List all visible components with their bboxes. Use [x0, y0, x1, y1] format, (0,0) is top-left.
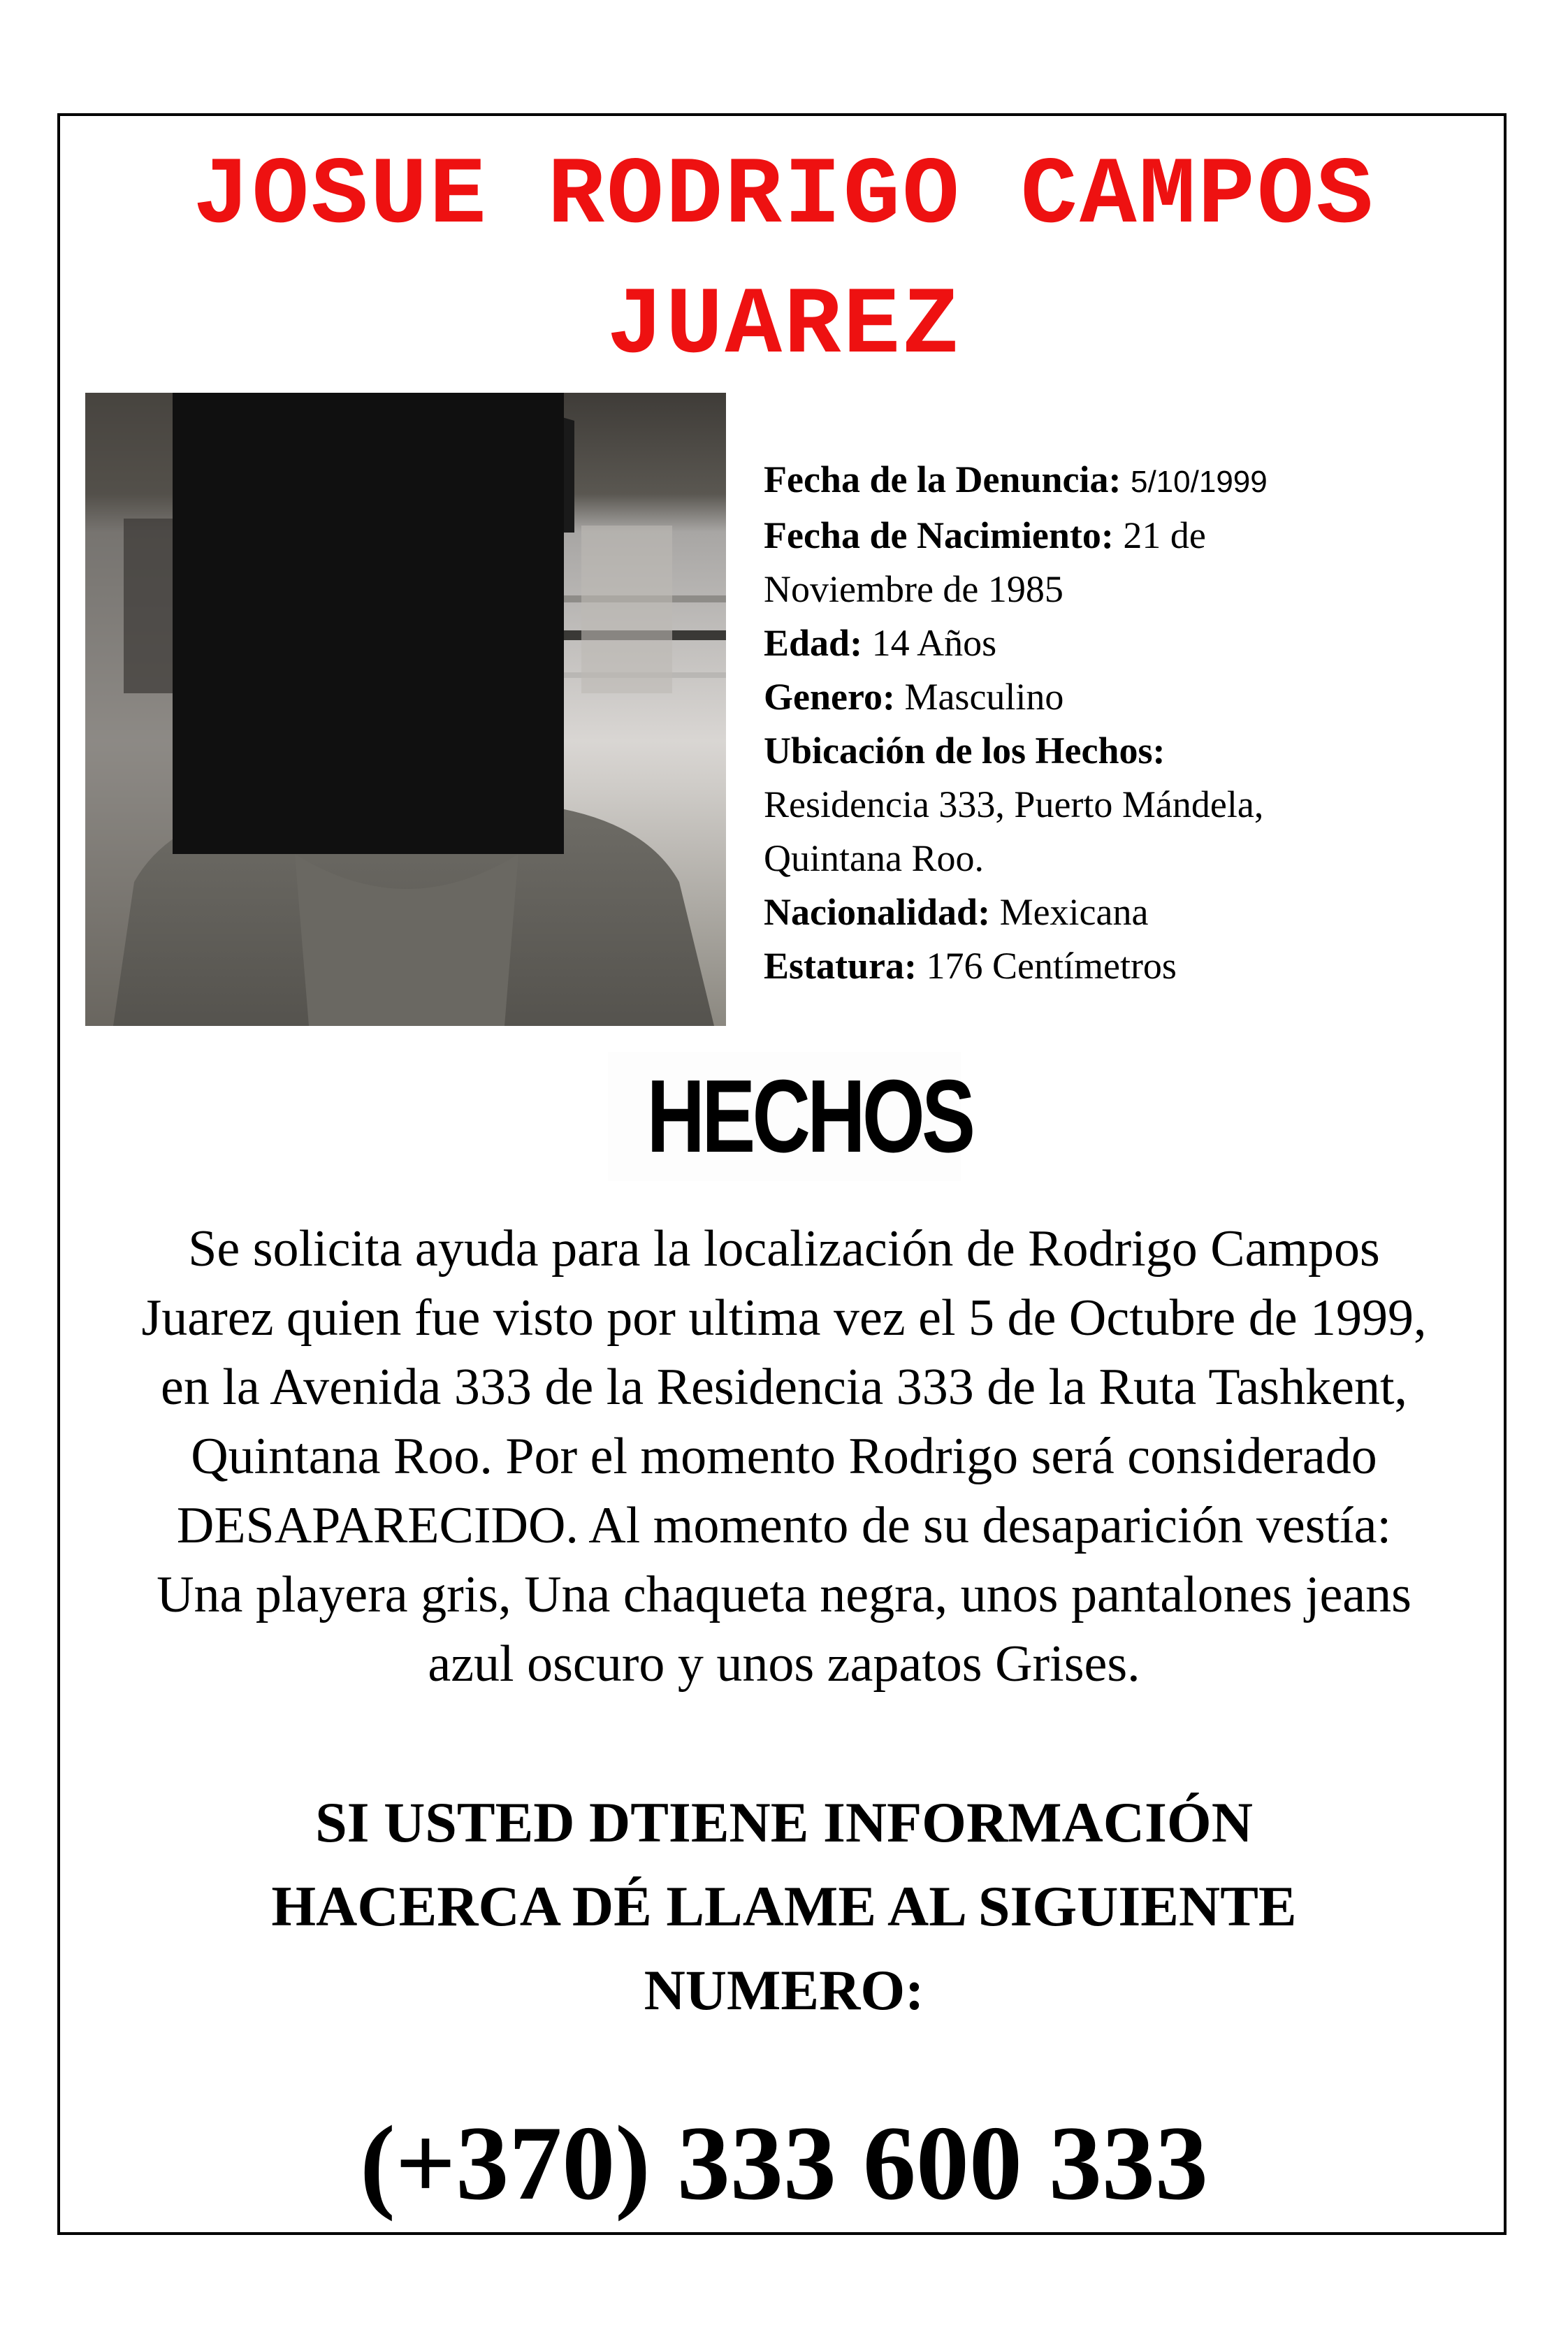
contact-phone-number: (+370) 333 600 333	[360, 2104, 1208, 2222]
call-to-action	[70, 1781, 1498, 2032]
gender-label: Genero:	[764, 676, 895, 718]
location-label-row	[764, 724, 1393, 778]
facts-heading-box	[608, 1052, 973, 1181]
birth-date-value-line2: Noviembre de 1985	[764, 568, 1064, 610]
age-value: 14 Años	[871, 622, 997, 664]
age-row	[764, 616, 1393, 670]
person-photo	[85, 393, 726, 1026]
height-label: Estatura:	[764, 945, 917, 987]
facts-paragraph	[84, 1215, 1484, 1699]
nationality-label: Nacionalidad:	[764, 891, 991, 933]
report-date-label: Fecha de la Denuncia:	[764, 458, 1121, 500]
facts-line: Juarez quien fue visto por ultima vez el 5 de Octubre de 1999,	[141, 1289, 1427, 1347]
person-details	[764, 453, 1393, 993]
facts-heading: HECHOS	[646, 1059, 973, 1174]
nationality-value: Mexicana	[999, 891, 1149, 933]
facts-line: Una playera gris, Una chaqueta negra, unos pantalones jeans	[157, 1566, 1411, 1623]
location-value-line1: Residencia 333, Puerto Mándela,	[764, 783, 1264, 825]
call-line: HACERCA DÉ LLAME AL SIGUIENTE	[271, 1874, 1297, 1938]
nationality-row	[764, 885, 1393, 939]
facts-line: Quintana Roo. Por el momento Rodrigo será considerado	[191, 1428, 1377, 1485]
facts-line: DESAPARECIDO. Al momento de su desaparición vestía:	[176, 1497, 1392, 1554]
height-row	[764, 939, 1393, 993]
call-line: SI USTED DTIENE INFORMACIÓN	[315, 1790, 1253, 1854]
facts-line: Se solicita ayuda para la localización de Rodrigo Campos	[188, 1220, 1380, 1278]
location-value-line2: Quintana Roo.	[764, 837, 984, 879]
person-photo-face-redacted-icon	[85, 393, 726, 1026]
location-label: Ubicación de los Hechos:	[764, 730, 1166, 772]
missing-person-name: JOSUE RODRIGO CAMPOS JUAREZ	[192, 143, 1376, 380]
height-value: 176 Centímetros	[926, 945, 1177, 987]
age-label: Edad:	[764, 622, 863, 664]
gender-row	[764, 670, 1393, 724]
call-line: NUMERO:	[644, 1958, 924, 2022]
facts-line: en la Avenida 333 de la Residencia 333 de la Ruta Tashkent,	[160, 1359, 1408, 1416]
birth-date-value-line1: 21 de	[1123, 514, 1206, 556]
report-date-value: 5/10/1999	[1130, 465, 1268, 499]
facts-line: azul oscuro y unos zapatos Grises.	[428, 1635, 1140, 1693]
gender-value: Masculino	[904, 676, 1064, 718]
report-date-row	[764, 453, 1393, 509]
birth-date-label: Fecha de Nacimiento:	[764, 514, 1114, 556]
birth-date-row	[764, 509, 1393, 563]
